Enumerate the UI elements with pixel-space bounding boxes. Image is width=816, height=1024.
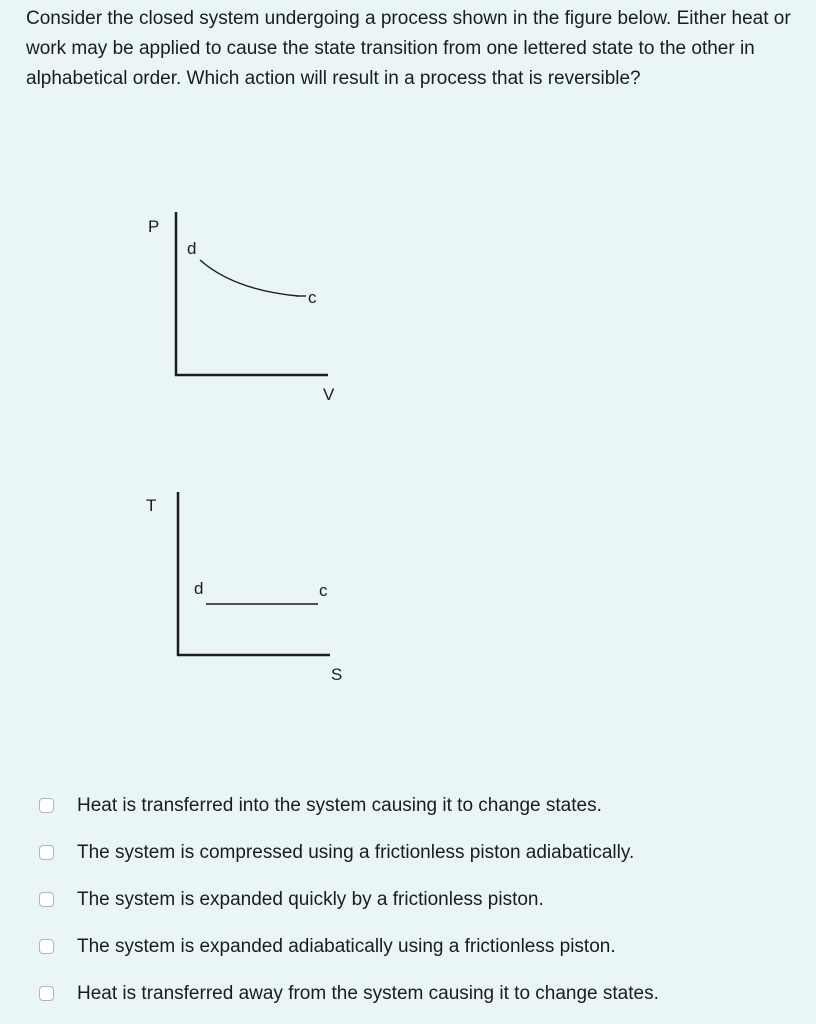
ts-y-axis-label: T [146,496,157,515]
ts-point-d-label: d [194,579,204,598]
answer-checkbox[interactable] [39,986,54,1001]
answer-option[interactable] [0,782,816,829]
pv-point-c-label: c [308,288,317,307]
pv-y-axis-label: P [148,217,160,236]
answer-checkbox[interactable] [39,845,54,860]
answer-option-label[interactable]: The system is expanded adiabatically using a frictionless piston. [77,935,616,957]
pv-x-axis-label: V [323,385,335,404]
answer-option-label[interactable]: The system is expanded quickly by a frictionless piston. [77,888,544,910]
answer-option[interactable] [0,829,816,876]
ts-x-axis-label: S [331,665,343,684]
ts-point-c-label: c [319,581,328,600]
answer-checkbox[interactable] [39,939,54,954]
answer-option[interactable] [0,876,816,923]
answer-option[interactable] [0,923,816,970]
answer-option-label[interactable]: Heat is transferred into the system causing it to change states. [77,794,602,816]
answer-options [0,782,816,1017]
ts-diagram [146,492,342,684]
answer-checkbox[interactable] [39,892,54,907]
pv-process-curve [200,260,298,296]
question-text: Consider the closed system undergoing a process shown in the figure below. Either heat or work may be applied to cause the state transition from one lettered state to the other in alphabetical order. Which action will result in a process that is reversible? [26,8,791,89]
answer-option[interactable] [0,970,816,1017]
answer-checkbox[interactable] [39,798,54,813]
answer-option-label[interactable]: Heat is transferred away from the system causing it to change states. [77,982,659,1004]
answer-option-label[interactable]: The system is compressed using a frictionless piston adiabatically. [77,841,635,863]
pv-point-d-label: d [187,239,197,258]
pv-diagram [148,212,335,404]
